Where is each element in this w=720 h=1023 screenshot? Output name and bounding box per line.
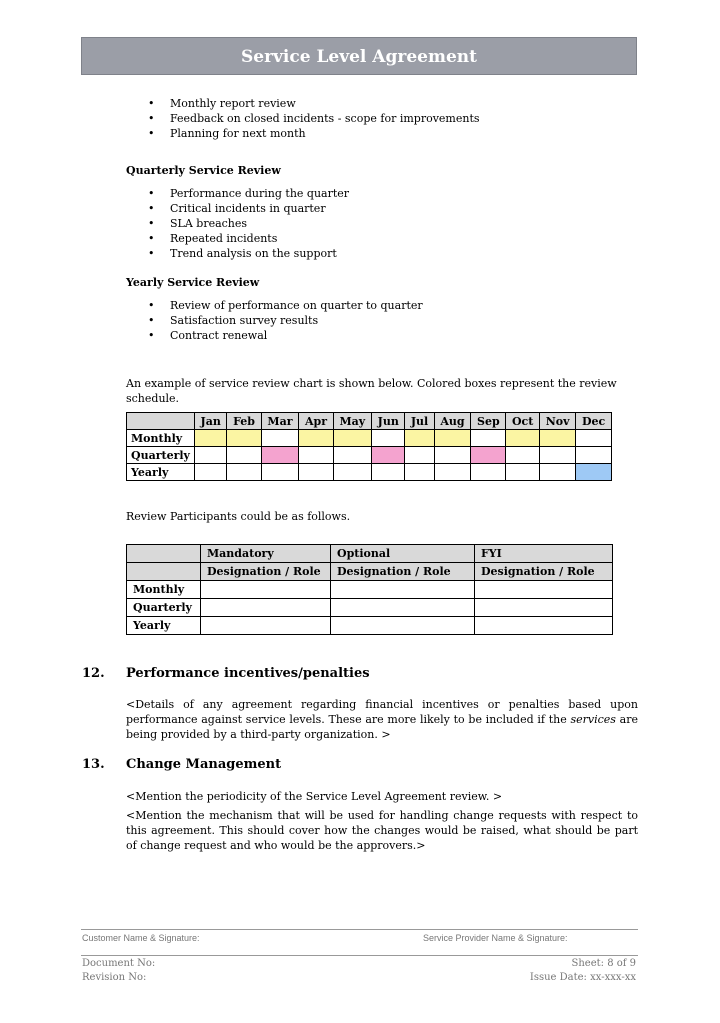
list-item: • SLA breaches [148, 216, 349, 231]
review-schedule-table [126, 412, 612, 481]
para-italic-text: services [570, 713, 616, 726]
list-item: • Monthly report review [148, 96, 480, 111]
empty-cell [434, 447, 471, 464]
list-item: • Repeated incidents [148, 231, 349, 246]
table-row [127, 447, 612, 464]
designation-header: Designation / Role [475, 563, 613, 581]
empty-cell [405, 464, 434, 481]
month-header: Nov [539, 413, 575, 430]
scheduled-cell [227, 430, 261, 447]
section-13-title: Change Management [126, 757, 282, 772]
corner-cell [127, 413, 195, 430]
row-label: Quarterly [127, 447, 195, 464]
empty-cell [195, 464, 227, 481]
scheduled-cell [299, 430, 333, 447]
empty-cell [333, 447, 371, 464]
quarterly-review-heading: Quarterly Service Review [126, 164, 281, 177]
designation-header: Designation / Role [201, 563, 331, 581]
month-header: Sep [471, 413, 506, 430]
corner-cell [127, 545, 201, 563]
table-row [127, 464, 612, 481]
month-header: Jan [195, 413, 227, 430]
scheduled-cell [195, 430, 227, 447]
sheet-number: Sheet: 8 of 9 [571, 958, 636, 969]
empty-cell [434, 464, 471, 481]
scheduled-cell [576, 464, 612, 481]
table-cell [201, 617, 331, 635]
issue-date: Issue Date: xx-xxx-xx [529, 972, 636, 983]
month-header: Dec [576, 413, 612, 430]
list-item: • Critical incidents in quarter [148, 201, 349, 216]
scheduled-cell [471, 447, 506, 464]
empty-cell [333, 464, 371, 481]
table-cell [201, 581, 331, 599]
row-label-quarterly: Quarterly [127, 599, 201, 617]
row-label: Yearly [127, 464, 195, 481]
list-item: • Review of performance on quarter to quarter [148, 298, 423, 313]
quarterly-review-list [148, 186, 349, 261]
empty-cell [471, 464, 506, 481]
list-item: • Performance during the quarter [148, 186, 349, 201]
corner-cell [127, 563, 201, 581]
empty-cell [227, 464, 261, 481]
scheduled-cell [506, 430, 540, 447]
table-cell [475, 599, 613, 617]
empty-cell [261, 464, 299, 481]
month-header: Jul [405, 413, 434, 430]
para-text: <Details of any agreement regarding financial incentives or penalties based upon performance against service levels. These are more likely to be included if the [126, 698, 638, 726]
month-header: Mar [261, 413, 299, 430]
empty-cell [227, 447, 261, 464]
list-item: • Planning for next month [148, 126, 480, 141]
empty-cell [261, 430, 299, 447]
empty-cell [539, 447, 575, 464]
list-item: • Feedback on closed incidents - scope for improvements [148, 111, 480, 126]
section-13-paragraph-2: <Mention the mechanism that will be used for handling change requests with respect to this agreement. This should cover how the changes would be raised, what should be part of change request and who would be the approvers.> [126, 809, 638, 852]
table-cell [331, 581, 475, 599]
list-item: • Contract renewal [148, 328, 423, 343]
month-header: Apr [299, 413, 333, 430]
footer-divider [81, 929, 638, 930]
empty-cell [506, 464, 540, 481]
empty-cell [576, 430, 612, 447]
group-fyi: FYI [475, 545, 613, 563]
empty-cell [539, 464, 575, 481]
empty-cell [471, 430, 506, 447]
scheduled-cell [405, 430, 434, 447]
scheduled-cell [434, 430, 471, 447]
empty-cell [405, 447, 434, 464]
section-12-number: 12. [82, 666, 105, 681]
section-13-number: 13. [82, 757, 105, 772]
scheduled-cell [539, 430, 575, 447]
empty-cell [372, 464, 405, 481]
table-cell [331, 617, 475, 635]
designation-header: Designation / Role [331, 563, 475, 581]
list-item: • Satisfaction survey results [148, 313, 423, 328]
group-optional: Optional [331, 545, 475, 563]
table-cell [475, 617, 613, 635]
chart-intro: An example of service review chart is shown below. Colored boxes represent the review schedule. [126, 377, 617, 405]
participants-intro: Review Participants could be as follows. [126, 510, 351, 523]
empty-cell [299, 447, 333, 464]
list-item: • Trend analysis on the support [148, 246, 349, 261]
empty-cell [576, 447, 612, 464]
month-header: Feb [227, 413, 261, 430]
participants-table [126, 544, 613, 635]
table-cell [331, 599, 475, 617]
month-header: May [333, 413, 371, 430]
row-label: Monthly [127, 430, 195, 447]
empty-cell [195, 447, 227, 464]
month-header: Aug [434, 413, 471, 430]
empty-cell [372, 430, 405, 447]
scheduled-cell [333, 430, 371, 447]
month-header: Jun [372, 413, 405, 430]
yearly-review-list [148, 298, 423, 343]
customer-signature-label: Customer Name & Signature: [82, 933, 200, 943]
document-number: Document No: [82, 958, 156, 969]
group-mandatory: Mandatory [201, 545, 331, 563]
row-label-yearly: Yearly [127, 617, 201, 635]
month-header: Oct [506, 413, 540, 430]
section-12-title: Performance incentives/penalties [126, 666, 370, 681]
monthly-review-list [148, 96, 480, 141]
section-13-paragraph-1: <Mention the periodicity of the Service Level Agreement review. > [126, 790, 503, 803]
table-cell [201, 599, 331, 617]
table-cell [475, 581, 613, 599]
para-text: are being provided by a third-party organization. > [126, 713, 638, 741]
section-12-paragraph [126, 697, 638, 742]
footer-divider [81, 955, 638, 956]
row-label-monthly: Monthly [127, 581, 201, 599]
yearly-review-heading: Yearly Service Review [126, 276, 260, 289]
scheduled-cell [372, 447, 405, 464]
provider-signature-label: Service Provider Name & Signature: [423, 933, 568, 943]
empty-cell [299, 464, 333, 481]
scheduled-cell [261, 447, 299, 464]
document-banner: Service Level Agreement [81, 37, 637, 75]
revision-number: Revision No: [82, 972, 147, 983]
table-row [127, 430, 612, 447]
empty-cell [506, 447, 540, 464]
